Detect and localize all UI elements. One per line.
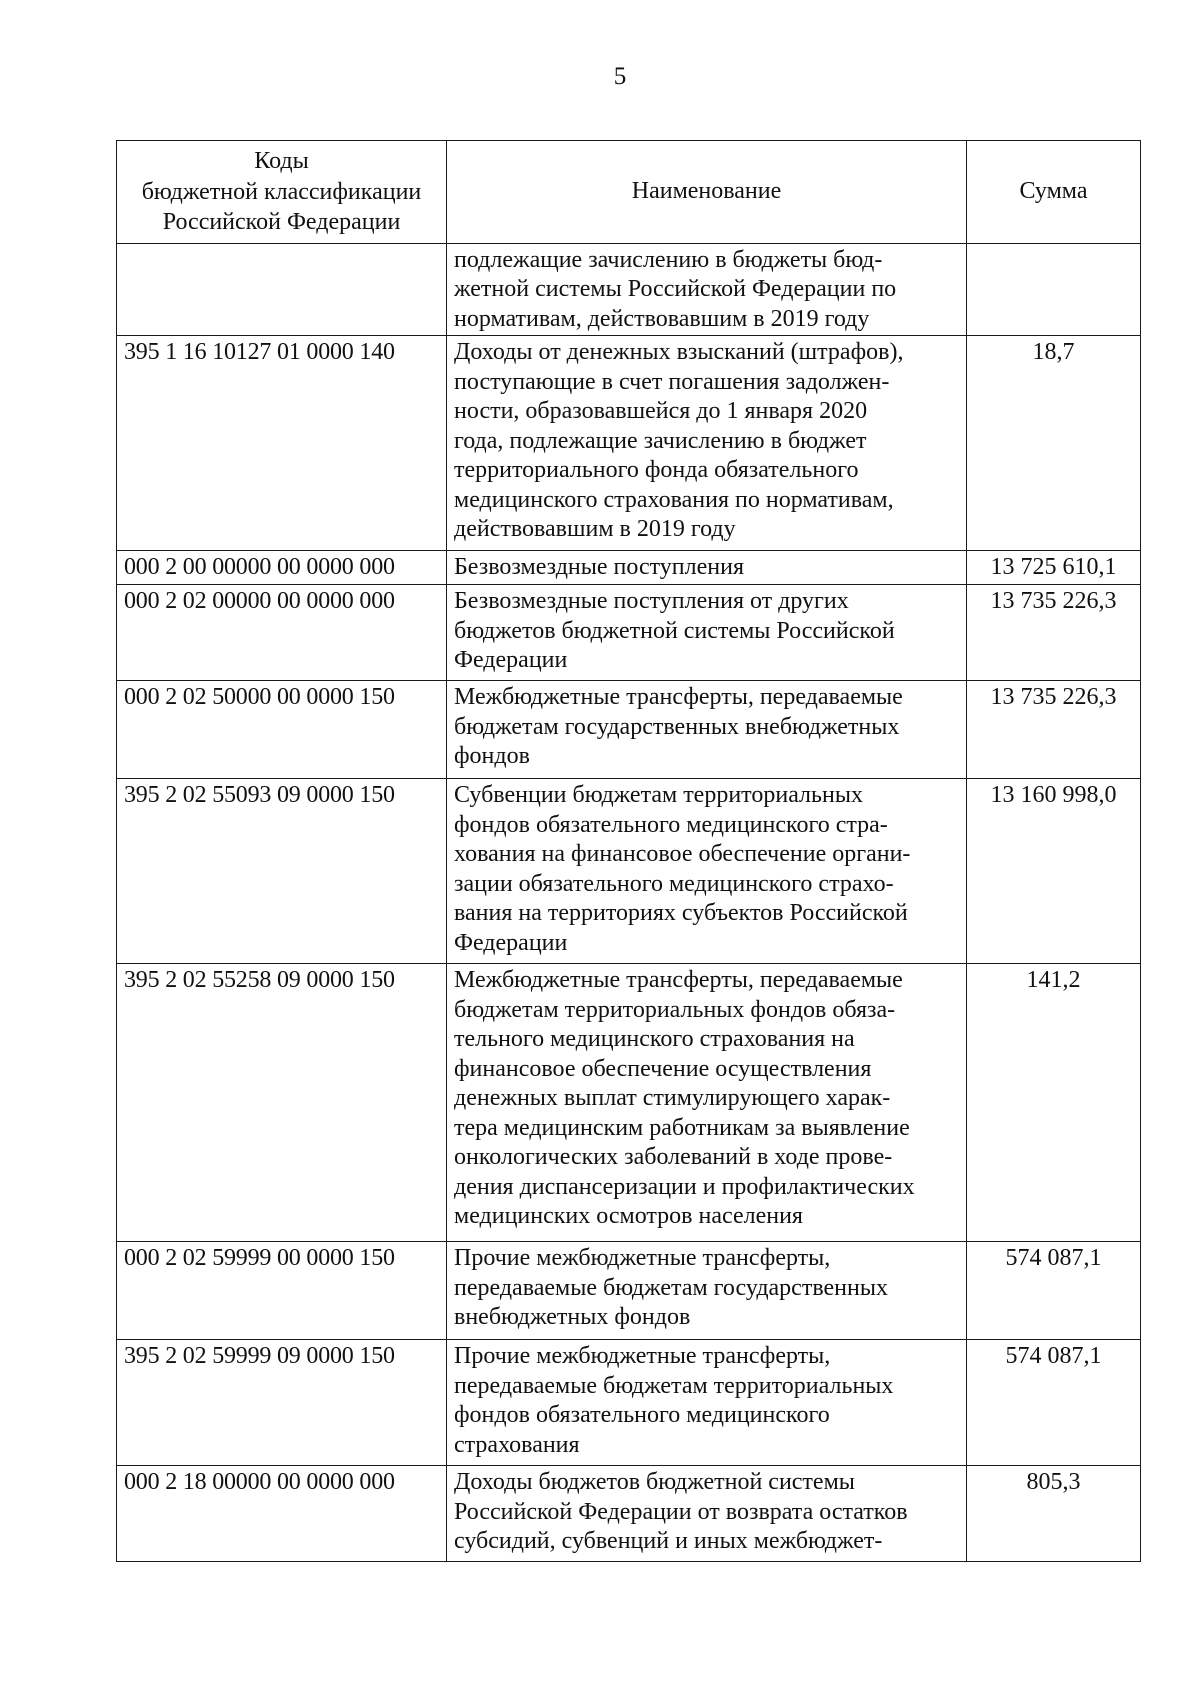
- row-sum: 574 087,1: [967, 1340, 1141, 1466]
- row-code: 000 2 00 00000 00 0000 000: [117, 551, 447, 585]
- row-name: Прочие межбюджетные трансферты, передаваемые бюджетам территориальных фондов обязательного медицинского страхования: [447, 1340, 967, 1466]
- budget-classification-table: [116, 140, 1141, 1562]
- header-sum: Сумма: [967, 141, 1141, 244]
- row-code: 395 2 02 55258 09 0000 150: [117, 964, 447, 1242]
- row-sum: [967, 243, 1141, 336]
- row-code: 395 2 02 55093 09 0000 150: [117, 779, 447, 964]
- row-sum: 18,7: [967, 336, 1141, 551]
- row-name: Доходы бюджетов бюджетной системы Российской Федерации от возврата остатков субсидий, субвенций и иных межбюджет-: [447, 1466, 967, 1562]
- table-row: [117, 779, 1141, 964]
- row-sum: 13 735 226,3: [967, 681, 1141, 779]
- table-row: [117, 551, 1141, 585]
- row-code: 000 2 18 00000 00 0000 000: [117, 1466, 447, 1562]
- header-codes: [117, 141, 447, 244]
- row-name: Безвозмездные поступления: [447, 551, 967, 585]
- row-name: подлежащие зачислению в бюджеты бюд- жетной системы Российской Федерации по нормативам, действовавшим в 2019 году: [447, 243, 967, 336]
- table-row: [117, 681, 1141, 779]
- header-codes-label: Коды бюджетной классификации Российской Федерации: [141, 148, 422, 235]
- table-body: [117, 243, 1141, 1562]
- row-code: 395 1 16 10127 01 0000 140: [117, 336, 447, 551]
- row-code: 000 2 02 50000 00 0000 150: [117, 681, 447, 779]
- table-row: [117, 243, 1141, 336]
- table-row: [117, 585, 1141, 681]
- row-name: Субвенции бюджетам территориальных фондов обязательного медицинского стра- хования на финансовое обеспечение органи- зации обязательного медицинского страхо- вания на территориях субъектов Российской Федерации: [447, 779, 967, 964]
- row-name: Прочие межбюджетные трансферты, передаваемые бюджетам государственных внебюджетных фондов: [447, 1242, 967, 1340]
- row-code: 000 2 02 59999 00 0000 150: [117, 1242, 447, 1340]
- table-row: [117, 1242, 1141, 1340]
- row-name: Межбюджетные трансферты, передаваемые бюджетам территориальных фондов обяза- тельного медицинского страхования на финансовое обеспечение осуществления денежных выплат стимулирующего харак- тера медицинским работникам за выявление онкологических заболеваний в ходе прове- дения диспансеризации и профилактических медицинских осмотров населения: [447, 964, 967, 1242]
- page-number: 5: [613, 63, 627, 90]
- row-sum: 13 735 226,3: [967, 585, 1141, 681]
- table-row: [117, 336, 1141, 551]
- header-row: [117, 141, 1141, 244]
- row-code: 395 2 02 59999 09 0000 150: [117, 1340, 447, 1466]
- table-row: [117, 1340, 1141, 1466]
- row-sum: 13 160 998,0: [967, 779, 1141, 964]
- row-sum: 141,2: [967, 964, 1141, 1242]
- table-row: [117, 1466, 1141, 1562]
- row-name: Доходы от денежных взысканий (штрафов), поступающие в счет погашения задолжен- ности, образовавшейся до 1 января 2020 года, подлежащие зачислению в бюджет территориального фонда обязательного медицинского страхования по нормативам, действовавшим в 2019 году: [447, 336, 967, 551]
- row-name: Безвозмездные поступления от других бюджетов бюджетной системы Российской Федерации: [447, 585, 967, 681]
- row-sum: 13 725 610,1: [967, 551, 1141, 585]
- row-sum: 574 087,1: [967, 1242, 1141, 1340]
- row-code: [117, 243, 447, 336]
- table-header: [117, 141, 1141, 244]
- table-row: [117, 964, 1141, 1242]
- row-name: Межбюджетные трансферты, передаваемые бюджетам государственных внебюджетных фондов: [447, 681, 967, 779]
- header-name: Наименование: [447, 141, 967, 244]
- row-code: 000 2 02 00000 00 0000 000: [117, 585, 447, 681]
- row-sum: 805,3: [967, 1466, 1141, 1562]
